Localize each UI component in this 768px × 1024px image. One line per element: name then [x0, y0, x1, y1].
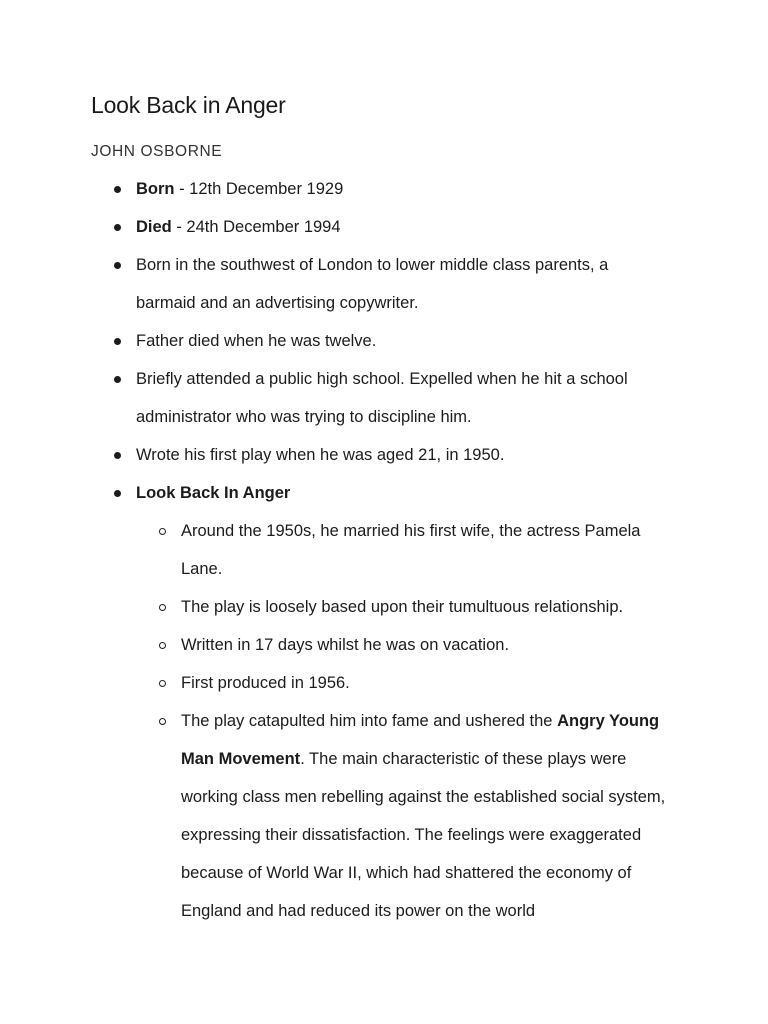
- bullet-circle-icon: [159, 718, 166, 725]
- list-item: [136, 170, 656, 208]
- list-item-text: - 24th December 1994: [171, 218, 341, 236]
- list-item-text: Father died when he was twelve.: [136, 332, 377, 350]
- list-item-text: - 12th December 1929: [174, 180, 344, 198]
- list-item-bold: Died: [136, 218, 172, 236]
- sub-list-item-text: Around the 1950s, he married his first wife, the actress Pamela Lane.: [181, 522, 641, 578]
- bullet-disc-icon: [114, 186, 121, 193]
- sub-list-item: [181, 512, 666, 588]
- list-item: [136, 246, 636, 322]
- document-author: JOHN OSBORNE: [91, 143, 223, 160]
- sub-list-item: [181, 588, 671, 626]
- sub-list-item-bold: Angry Young Man Movement: [181, 712, 660, 768]
- list-item: [136, 322, 656, 360]
- bullet-disc-icon: [114, 490, 121, 497]
- document-title: Look Back in Anger: [91, 92, 286, 118]
- list-item-text: Briefly attended a public high school. Expelled when he hit a school administrator who was trying to discipline him.: [136, 370, 628, 426]
- list-item-bold: Born: [136, 180, 175, 198]
- bullet-disc-icon: [114, 224, 121, 231]
- sub-list-item-text: The play catapulted him into fame and ushered the: [181, 712, 558, 730]
- bullet-disc-icon: [114, 262, 121, 269]
- sub-list-item-text: First produced in 1956.: [181, 674, 350, 692]
- list-item: [136, 208, 656, 246]
- list-item-bold: Look Back In Anger: [136, 484, 291, 502]
- list-item: [136, 360, 651, 436]
- bullet-circle-icon: [159, 528, 166, 535]
- list-item-text: Wrote his first play when he was aged 21, in 1950.: [136, 446, 505, 464]
- sub-list-item-text: The play is loosely based upon their tumultuous relationship.: [181, 598, 624, 616]
- sub-list-item-text: . The main characteristic of these plays were working class men rebelling against the established social system, expressing their dissatisfaction. The feelings were exaggerated because of World War II, which had shattered the economy of England and had reduced its power on the world: [181, 750, 666, 920]
- bullet-disc-icon: [114, 338, 121, 345]
- bullet-disc-icon: [114, 376, 121, 383]
- sub-list-item: [181, 626, 671, 664]
- bullet-circle-icon: [159, 604, 166, 611]
- sub-list-item: [181, 702, 673, 930]
- sub-list-item: [181, 664, 671, 702]
- bullet-circle-icon: [159, 642, 166, 649]
- bullet-disc-icon: [114, 452, 121, 459]
- list-item-text: Born in the southwest of London to lower middle class parents, a barmaid and an advertising copywriter.: [136, 256, 609, 312]
- list-item: [136, 474, 656, 512]
- list-item: [136, 436, 656, 474]
- sub-list-item-text: Written in 17 days whilst he was on vacation.: [181, 636, 510, 654]
- bullet-circle-icon: [159, 680, 166, 687]
